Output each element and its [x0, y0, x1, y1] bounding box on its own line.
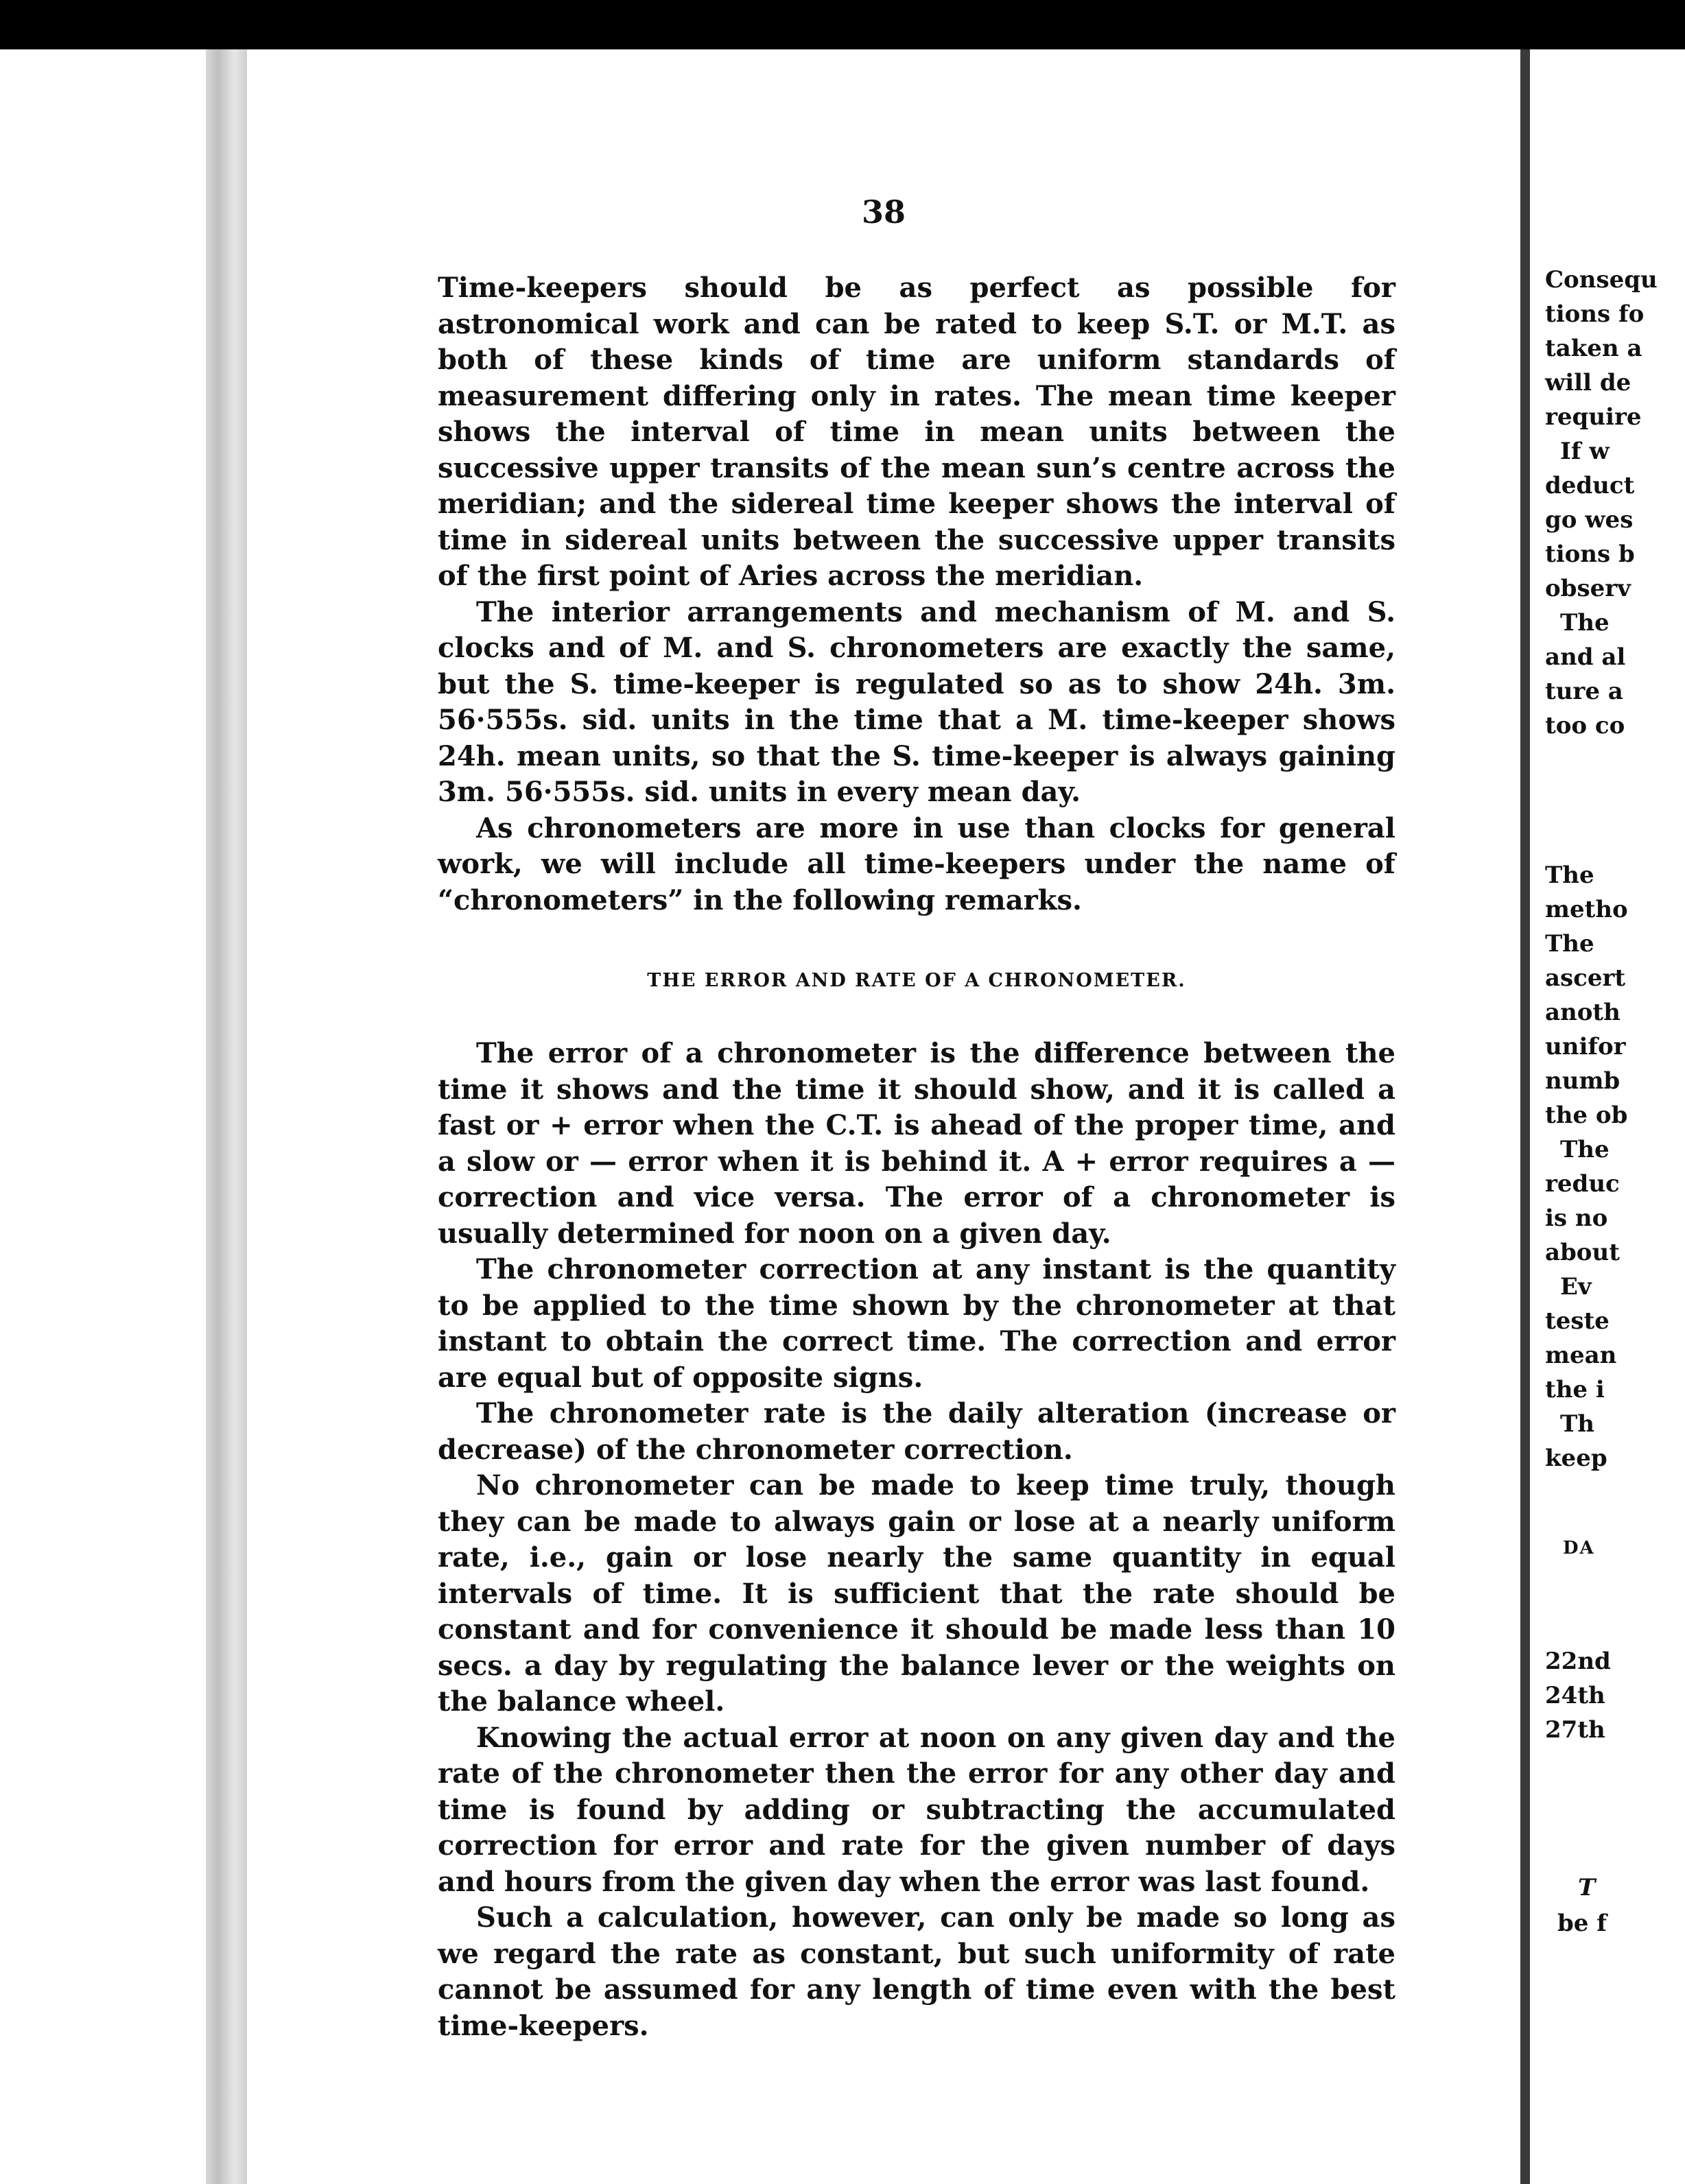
- book-page: [247, 49, 1520, 2184]
- facing-text-fragment: keep: [1545, 1445, 1607, 1472]
- facing-text-fragment: 27th: [1545, 1716, 1605, 1744]
- facing-text-fragment: numb: [1545, 1067, 1621, 1095]
- page-number: 38: [861, 193, 906, 230]
- facing-text-fragment: about: [1545, 1239, 1620, 1266]
- paragraph: As chronometers are more in use than clocks for general work, we will include all time-keepers under the name of “chronometers” in the following remarks.: [438, 811, 1395, 916]
- book-binding: [206, 49, 247, 2184]
- facing-text-fragment: unifor: [1545, 1033, 1626, 1060]
- body-text-bottom: [438, 1036, 1395, 2044]
- facing-text-fragment: deduct: [1545, 472, 1635, 499]
- section-heading: THE ERROR AND RATE OF A CHRONOMETER.: [647, 970, 1186, 991]
- facing-text-fragment: too co: [1545, 712, 1625, 739]
- paragraph: The interior arrangements and mechanism of M. and S. clocks and of M. and S. chronometers are exactly the same, but the S. time-keeper is regulated so as to show 24h. 3m. 56·555s. sid. units in the time that a M. time-keeper shows 24h. mean units, so that the S. time-keeper is always gaining 3m. 56·555s. sid. units in every mean day.: [438, 595, 1395, 808]
- facing-text-fragment: anoth: [1545, 999, 1621, 1026]
- facing-text-fragment: ture a: [1545, 678, 1623, 705]
- facing-text-fragment: DA: [1563, 1538, 1595, 1558]
- paragraph: The chronometer correction at any instant is the quantity to be applied to the time shown by the chronometer at that instant to obtain the correct time. The correction and error are equal but of opposite signs.: [438, 1253, 1395, 1394]
- facing-page: [1530, 49, 1685, 2184]
- facing-text-fragment: Ev: [1560, 1273, 1592, 1301]
- paragraph: No chronometer can be made to keep time truly, though they can be made to always gain or lose at a nearly uniform rate, i.e., gain or lose nearly the same quantity in equal intervals of time. It is sufficient that the rate should be constant and for convenience it should be made less than 10 secs. a day by regulating the balance lever or the weights on the balance wheel.: [438, 1469, 1395, 1718]
- facing-text-fragment: The: [1545, 930, 1594, 958]
- facing-text-fragment: go wes: [1545, 506, 1634, 534]
- facing-text-fragment: be f: [1557, 1910, 1607, 1937]
- facing-text-fragment: mean: [1545, 1342, 1617, 1369]
- paragraph: The error of a chronometer is the difference between the time it shows and the time it should show, and it is called a fast or + error when the C.T. is ahead of the proper time, and a slow or — error when it is behind it. A + error requires a — correction and vice versa. The error of a chronometer is usually determined for noon on a given day.: [438, 1037, 1395, 1250]
- facing-text-fragment: the i: [1545, 1376, 1605, 1403]
- facing-text-fragment: The: [1560, 609, 1610, 637]
- facing-text-fragment: require: [1545, 403, 1642, 431]
- facing-text-fragment: If w: [1560, 438, 1610, 465]
- paragraph: Time-keepers should be as perfect as possible for astronomical work and can be rated to keep S.T. or M.T. as both of these kinds of time are uniform standards of measurement differing only in rates. The mean time keeper shows the interval of time in mean units between the successive upper transits of the mean sun’s centre across the meridian; and the sidereal time keeper shows the interval of time in sidereal units between the successive upper transits of the first point of Aries across the meridian.: [438, 272, 1395, 592]
- facing-text-fragment: 22nd: [1545, 1648, 1611, 1675]
- facing-text-fragment: and al: [1545, 643, 1626, 671]
- paragraph: The chronometer rate is the daily alteration (increase or decrease) of the chronometer correction.: [438, 1397, 1395, 1466]
- facing-text-fragment: T: [1578, 1874, 1596, 1901]
- facing-text-fragment: observ: [1545, 575, 1631, 602]
- facing-text-fragment: tions fo: [1545, 300, 1645, 328]
- facing-text-fragment: Consequ: [1545, 266, 1658, 294]
- facing-text-fragment: The: [1560, 1136, 1610, 1163]
- facing-text-fragment: is no: [1545, 1204, 1608, 1232]
- facing-text-fragment: the ob: [1545, 1102, 1628, 1129]
- facing-text-fragment: teste: [1545, 1307, 1610, 1335]
- paragraph: Such a calculation, however, can only be made so long as we regard the rate as constant, but such uniformity of rate cannot be assumed for any length of time even with the best time-keepers.: [438, 1901, 1395, 2042]
- page-edge: [1520, 49, 1530, 2184]
- scan-margin-left: [0, 49, 206, 2184]
- body-text-top: [438, 270, 1395, 918]
- facing-text-fragment: 24th: [1545, 1682, 1605, 1709]
- facing-text-fragment: will de: [1545, 369, 1631, 396]
- paragraph: Knowing the actual error at noon on any given day and the rate of the chronometer then the error for any other day and time is found by adding or subtracting the accumulated correction for error and rate for the given number of days and hours from the given day when the error was last found.: [438, 1721, 1395, 1898]
- facing-text-fragment: The: [1545, 862, 1594, 889]
- facing-text-fragment: reduc: [1545, 1170, 1620, 1198]
- facing-text-fragment: taken a: [1545, 335, 1642, 362]
- facing-text-fragment: Th: [1560, 1410, 1595, 1438]
- facing-text-fragment: tions b: [1545, 541, 1635, 568]
- facing-text-fragment: metho: [1545, 896, 1628, 923]
- facing-text-fragment: ascert: [1545, 964, 1626, 992]
